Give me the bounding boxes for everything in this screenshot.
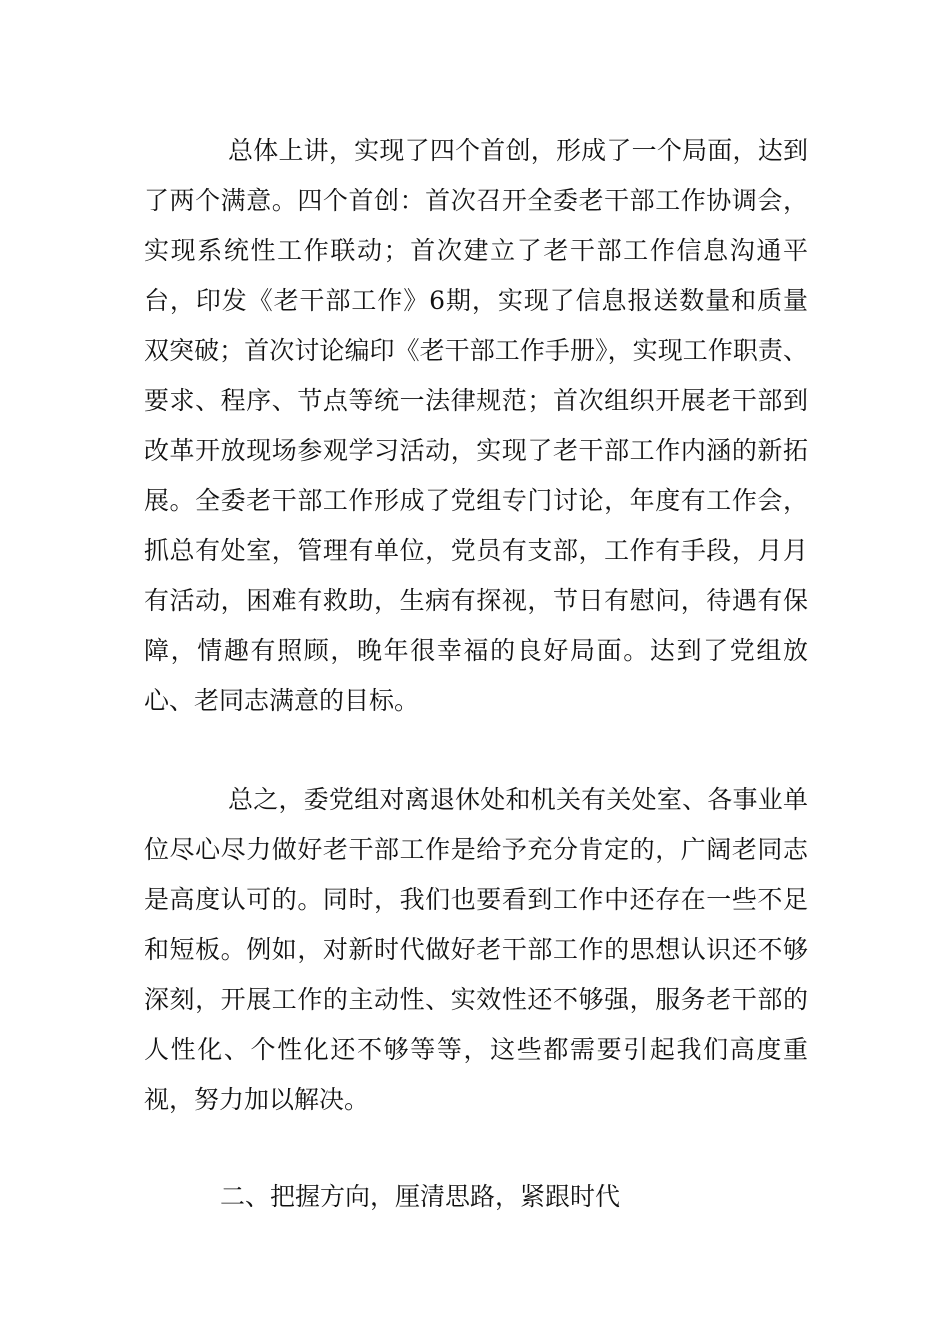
section-heading: 二、把握方向，厘清思路，紧跟时代 bbox=[220, 1182, 621, 1211]
body-paragraph-summary: 总体上讲，实现了四个首创，形成了一个局面，达到了两个满意。四个首创：首次召开全委老干部工作协调会，实现系统性工作联动；首次建立了老干部工作信息沟通平台，印发《老干部工作》6期，实现了信息报送数量和质量双突破；首次讨论编印《老干部工作手册》，实现工作职责、要求、程序、节点等统一法律规范；首次组织开展老干部到改革开放现场参观学习活动，实现了老干部工作内涵的新拓展。全委老干部工作形成了党组专门讨论，年度有工作会，抓总有处室，管理有单位，党员有支部，工作有手段，月月有活动，困难有救助，生病有探视，节日有慰问，待遇有保障，情趣有照顾，晚年很幸福的良好局面。达到了党组放心、老同志满意的目标。 bbox=[144, 136, 808, 715]
body-paragraph-conclusion: 总之，委党组对离退休处和机关有关处室、各事业单位尽心尽力做好老干部工作是给予充分肯定的，广阔老同志是高度认可的。同时，我们也要看到工作中还存在一些不足和短板。例如，对新时代做好老干部工作的思想认识还不够深刻，开展工作的主动性、实效性还不够强，服务老干部的人性化、个性化还不够等等，这些都需要引起我们高度重视，努力加以解决。 bbox=[144, 785, 808, 1114]
